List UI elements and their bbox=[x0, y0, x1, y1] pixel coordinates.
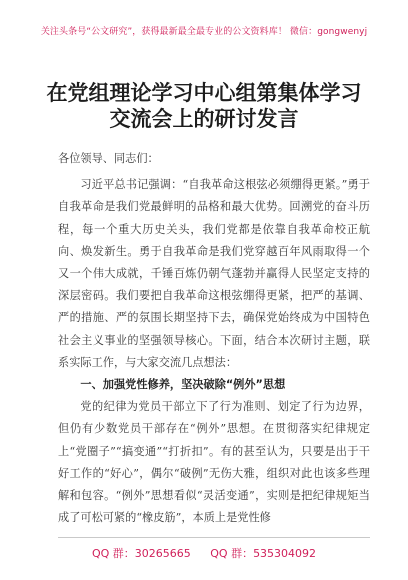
document-title: 在党组理论学习中心组第集体学习交流会上的研讨发言 bbox=[46, 81, 362, 131]
paragraph-intro: 习近平总书记强调：“自我革命这根弦必须绷得更紧。”勇于自我革命是我们党最鲜明的品格和最大优势。回溯党的奋斗历程，每一个重大历史关头，我们党都是依靠自我革命校正航向、焕发新生。勇于自我革命是我们党穿越百年风雨取得一个又一个伟大成就，千锤百炼仍朝气蓬勃并赢得人民坚定支持的深层密码。我们要把自我革命这根弦绷得更紧，把严的基调、严的措施、严的氛围长期坚持下去，确保党始终成为中国特色社会主义事业的坚强领导核心。下面，结合本次研讨主题，联系实际工作，与大家交流几点想法： bbox=[58, 178, 370, 369]
document-body bbox=[58, 148, 370, 529]
greeting: 各位领导、同志们： bbox=[58, 152, 159, 165]
footer-divider bbox=[58, 537, 370, 538]
footer-qq-group-2: QQ 群：535304092 bbox=[210, 547, 317, 560]
paragraph-section-1: 党的纪律为党员干部立下了行为准则、划定了行为边界，但仍有少数党员干部存在“例外”思想。在贯彻落实纪律规定上“党圈子”“搞变通”“打折扣”。有的甚至认为，只要是出于干好工作的“好心”，偶尔“破例”无伤大雅，组织对此也该多些理解和包容。“例外”思想看似“灵活变通”，实则是把纪律规矩当成了可松可紧的“橡皮筋”，本质上是党性修 bbox=[58, 400, 370, 525]
section-heading-1: 一、加强党性修养，坚决破除“例外”思想 bbox=[80, 378, 286, 392]
header-note: 关注头条号“公文研究”，获得最新最全最专业的公文资料库！ 微信：gongwenyj bbox=[40, 27, 368, 37]
footer-qq-group-1: QQ 群：30265665 bbox=[91, 547, 191, 560]
footer bbox=[0, 545, 408, 561]
